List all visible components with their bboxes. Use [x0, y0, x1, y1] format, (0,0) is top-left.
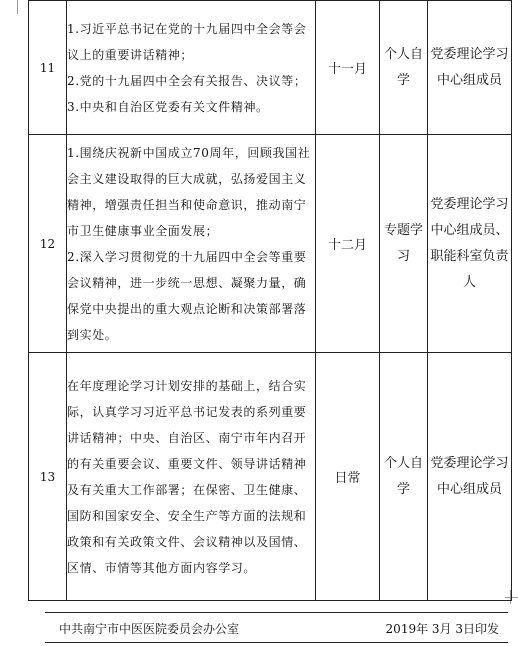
content-item: 在年度理论学习计划安排的基础上，结合实际，认真学习习近平总书记发表的系列重要讲话精神；中央、自治区、南宁市年内召开的有关重要会议、重要文件、领导讲话精神及有关重大工作部署；在保密、卫生健康、国防和国家安全、安全生产等方面的法规和政策和有关政策文件、会议精神以及国情、区情、市情等其他方面内容学习。 — [67, 378, 307, 575]
footer-rule-bottom — [45, 642, 508, 643]
footer-issuer: 中共南宁市中医医院委员会办公室 — [59, 622, 240, 636]
content-item: 1.围绕庆祝新中国成立70周年，回顾我国社会主义建设取得的巨大成就，弘扬爱国主义精神，增强责任担当和使命意识，推动南宁市卫生健康事业全面发展； — [67, 145, 311, 238]
content-item: 2.党的十九届四中全会有关报告、决议等； — [67, 73, 307, 88]
content-item: 2.深入学习贯彻党的十九届四中全会等重要会议精神，进一步统一思想、凝聚力量，确保党中央提出的重大观点论断和决策部署落到实处。 — [67, 249, 307, 342]
row-content — [67, 353, 316, 601]
row-participants: 党委理论学习中心组成员 — [428, 353, 512, 601]
row-form: 个人自学 — [380, 1, 428, 135]
content-item: 1.习近平总书记在党的十九届四中全会等会议上的重要讲话精神； — [67, 21, 307, 62]
row-number: 11 — [29, 1, 67, 135]
row-number: 13 — [29, 353, 67, 601]
row-time: 十一月 — [316, 1, 380, 135]
footer-date: 2019年 3月 3日印发 — [385, 622, 499, 636]
row-time: 日常 — [316, 353, 380, 601]
corner-mark-vertical — [17, 0, 18, 14]
table-row — [29, 1, 512, 135]
table-row — [29, 353, 512, 601]
row-number: 12 — [29, 135, 67, 353]
row-form: 个人自学 — [380, 353, 428, 601]
row-time: 十二月 — [316, 135, 380, 353]
row-form: 专题学习 — [380, 135, 428, 353]
row-content — [67, 135, 316, 353]
content-item: 3.中央和自治区党委有关文件精神。 — [67, 99, 269, 114]
row-content — [67, 1, 316, 135]
footer-rule-top — [45, 612, 508, 613]
study-plan-table — [28, 0, 512, 601]
row-participants: 党委理论学习中心组成员、职能科室负责人 — [428, 135, 512, 353]
table-row — [29, 135, 512, 353]
row-participants: 党委理论学习中心组成员 — [428, 1, 512, 135]
